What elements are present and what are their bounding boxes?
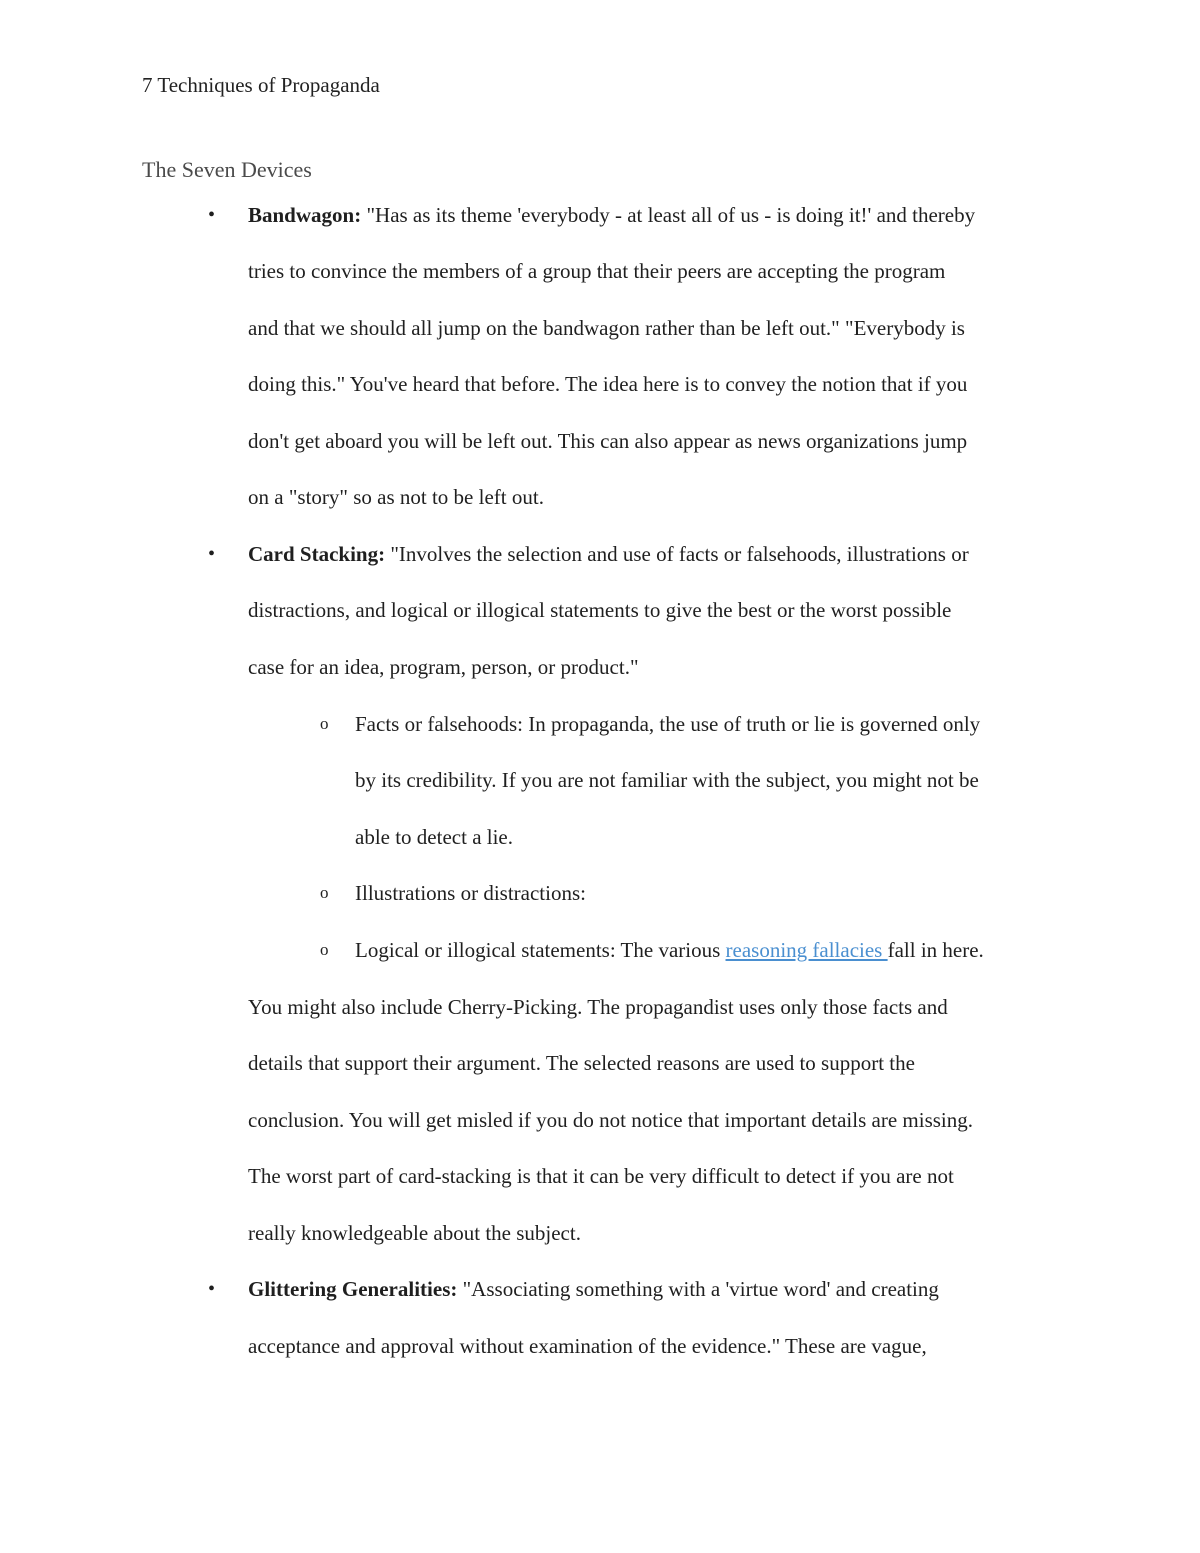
card-stacking-term: Card Stacking: — [248, 542, 386, 566]
facts-falsehoods-line-3: able to detect a lie. — [355, 825, 514, 849]
card-stacking-cont-line-5: really knowledgeable about the subject. — [248, 1221, 581, 1245]
sub-bullet-icon: o — [320, 940, 329, 959]
bandwagon-line-3: and that we should all jump on the bandwagon rather than be left out." "Everybody is — [248, 316, 965, 340]
glittering-generalities-term: Glittering Generalities: — [248, 1277, 458, 1301]
reasoning-fallacies-link[interactable]: reasoning fallacies — [725, 938, 888, 962]
sub-bullet-icon: o — [320, 883, 329, 902]
card-stacking-line-2: distractions, and logical or illogical statements to give the best or the worst possible — [248, 598, 952, 622]
bandwagon-line-5: don't get aboard you will be left out. This can also appear as news organizations jump — [248, 429, 968, 453]
logical-statements-line — [355, 937, 984, 963]
card-stacking-line-1 — [248, 541, 969, 567]
bullet-icon: • — [208, 204, 216, 226]
section-heading: The Seven Devices — [142, 157, 312, 182]
glittering-generalities-line-1 — [248, 1276, 939, 1302]
glittering-generalities-text: "Associating something with a 'virtue word' and creating — [457, 1277, 939, 1301]
sub-bullet-icon: o — [320, 714, 329, 733]
logical-statements-text-end: fall in here. — [887, 938, 984, 962]
bandwagon-line-6: on a "story" so as not to be left out. — [248, 485, 544, 509]
card-stacking-cont-line-4: The worst part of card-stacking is that it can be very difficult to detect if you are not — [248, 1164, 954, 1188]
glittering-generalities-line-2: acceptance and approval without examination of the evidence." These are vague, — [248, 1334, 927, 1358]
bandwagon-line-2: tries to convince the members of a group that their peers are accepting the program — [248, 259, 946, 283]
facts-falsehoods-line-1: Facts or falsehoods: In propaganda, the use of truth or lie is governed only — [355, 712, 981, 736]
card-stacking-text: "Involves the selection and use of facts or falsehoods, illustrations or — [385, 542, 969, 566]
bandwagon-text: "Has as its theme 'everybody - at least all of us - is doing it!' and thereby — [361, 203, 976, 227]
illustrations-distractions-line: Illustrations or distractions: — [355, 881, 586, 905]
card-stacking-cont-line-2: details that support their argument. The selected reasons are used to support the — [248, 1051, 915, 1075]
card-stacking-line-3: case for an idea, program, person, or product." — [248, 655, 639, 679]
card-stacking-cont-line-3: conclusion. You will get misled if you do not notice that important details are missing. — [248, 1108, 974, 1132]
bandwagon-line-1 — [248, 202, 975, 228]
bandwagon-term: Bandwagon: — [248, 203, 362, 227]
bullet-icon: • — [208, 543, 216, 565]
facts-falsehoods-line-2: by its credibility. If you are not familiar with the subject, you might not be — [355, 768, 979, 792]
logical-statements-text: Logical or illogical statements: The various — [355, 938, 726, 962]
page-header: 7 Techniques of Propaganda — [142, 73, 380, 97]
bullet-icon: • — [208, 1278, 216, 1300]
card-stacking-cont-line-1: You might also include Cherry-Picking. The propagandist uses only those facts and — [248, 995, 948, 1019]
bandwagon-line-4: doing this." You've heard that before. The idea here is to convey the notion that if you — [248, 372, 968, 396]
